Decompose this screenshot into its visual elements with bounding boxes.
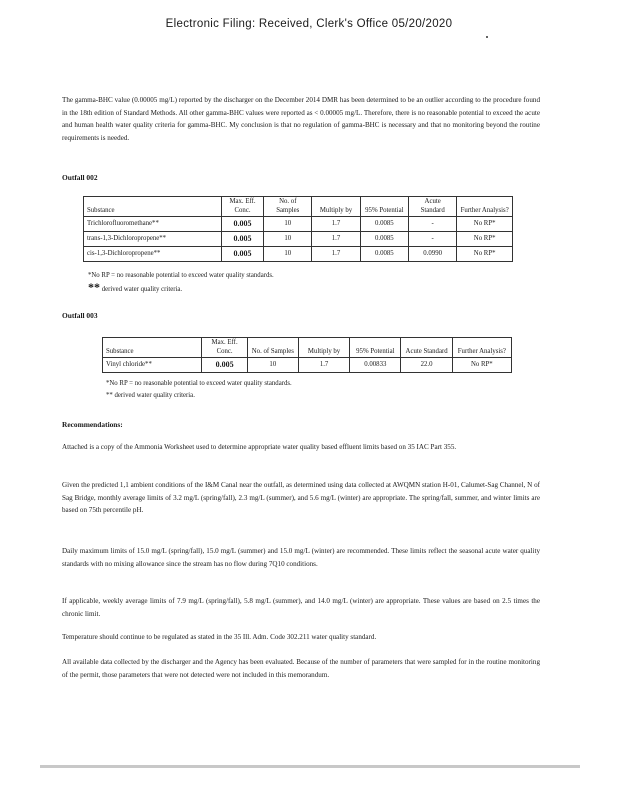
cell-max-eff-conc: 0.005 <box>221 247 263 262</box>
col-max-eff-conc: Max. Eff. Conc. <box>221 197 263 217</box>
cell-multiply-by: 1.7 <box>312 217 360 232</box>
cell-further-analysis: No RP* <box>457 232 513 247</box>
cell-further-analysis: No RP* <box>457 247 513 262</box>
cell-multiply-by: 1.7 <box>312 247 360 262</box>
cell-max-eff-conc: 0.005 <box>221 217 263 232</box>
outfall-003-note-derived: ** derived water quality criteria. <box>106 392 195 399</box>
outfall-002-note-rp: *No RP = no reasonable potential to exceed water quality standards. <box>88 272 274 279</box>
cell-acute-standard: - <box>408 217 456 232</box>
rec-paragraph-temperature: Temperature should continue to be regulated as stated in the 35 Ill. Adm. Code 302.211 water quality standard. <box>62 633 377 641</box>
cell-acute-standard: 22.0 <box>401 358 452 373</box>
rec-paragraph-data-evaluation: All available data collected by the discharger and the Agency has been evaluated. Because of the number of parameters that were sampled for in the routine monitoring of the permit, those parameters that were not detected were not included in this memorandum. <box>62 658 540 679</box>
col-multiply-by: Multiply by <box>312 197 360 217</box>
page-bottom-rule <box>40 765 580 768</box>
col-95-potential: 95% Potential <box>350 338 401 358</box>
cell-95-potential: 0.00833 <box>350 358 401 373</box>
rec-paragraph-weekly-limits: If applicable, weekly average limits of 7.9 mg/L (spring/fall), 5.8 mg/L (summer), and 14.0 mg/L (winter) are appropriate. These values are based on 2.5 times the chronic limit. <box>62 597 540 618</box>
col-no-samples: No. of Samples <box>264 197 312 217</box>
table-row <box>103 358 512 373</box>
cell-max-eff-conc: 0.005 <box>221 232 263 247</box>
outfall-002-note-derived-text: derived water quality criteria. <box>101 286 183 293</box>
cell-max-eff-conc: 0.005 <box>202 358 247 373</box>
cell-95-potential: 0.0085 <box>360 232 408 247</box>
double-asterisk: ** <box>88 280 100 294</box>
outfall-003-note-rp: *No RP = no reasonable potential to exceed water quality standards. <box>106 380 292 387</box>
col-max-eff-conc: Max. Eff. Conc. <box>202 338 247 358</box>
cell-substance: Trichlorofluoromethane** <box>84 217 222 232</box>
outfall-003-table <box>102 337 512 373</box>
col-further-analysis: Further Analysis? <box>452 338 511 358</box>
table-row <box>84 217 513 232</box>
outfall-002-note-derived <box>88 280 183 295</box>
outfall-002-heading: Outfall 002 <box>62 173 98 182</box>
cell-multiply-by: 1.7 <box>312 232 360 247</box>
col-substance: Substance <box>84 197 222 217</box>
header-filing-stamp: Electronic Filing: Received, Clerk's Office 05/20/2020 <box>165 18 453 30</box>
table-row <box>84 232 513 247</box>
cell-95-potential: 0.0085 <box>360 217 408 232</box>
cell-further-analysis: No RP* <box>457 217 513 232</box>
col-further-analysis: Further Analysis? <box>457 197 513 217</box>
cell-further-analysis: No RP* <box>452 358 511 373</box>
cell-no-samples: 10 <box>264 232 312 247</box>
outfall-003-heading: Outfall 003 <box>62 311 98 320</box>
rec-paragraph-ammonia-worksheet: Attached is a copy of the Ammonia Worksheet used to determine appropriate water quality based effluent limits based on 35 IAC Part 355. <box>62 443 457 451</box>
outfall-002-table <box>83 196 513 262</box>
cell-no-samples: 10 <box>264 217 312 232</box>
cell-no-samples: 10 <box>264 247 312 262</box>
table-row <box>84 247 513 262</box>
rec-paragraph-monthly-limits: Given the predicted 1,1 ambient conditions of the I&M Canal near the outfall, as determined using data collected at AWQMN station H-01, Calumet-Sag Channel, N of Sag Bridge, monthly average limits of 3.2 mg/L (spring/fall), 2.3 mg/L (summer), and 5.6 mg/L (winter) are appropriate. The spring/fall, summer, and winter limits are based on 75th percentile pH. <box>62 481 540 514</box>
col-no-samples: No. of Samples <box>247 338 298 358</box>
col-acute-standard: Acute Standard <box>401 338 452 358</box>
col-multiply-by: Multiply by <box>298 338 349 358</box>
intro-paragraph: The gamma-BHC value (0.00005 mg/L) reported by the discharger on the December 2014 DMR has been determined to be an outlier according to the procedure found in the 18th edition of Standard Methods. All other gamma-BHC values were reported as < 0.00005 mg/L. Therefore, there is no reasonable potential to exceed the acute and human health water quality criteria for gamma-BHC. My conclusion is that no regulation of gamma-BHC is necessary and that no monitoring beyond the routine requirements is needed. <box>62 96 540 142</box>
cell-95-potential: 0.0085 <box>360 247 408 262</box>
cell-substance: cis-1,3-Dichloropropene** <box>84 247 222 262</box>
scan-speck <box>486 36 488 38</box>
rec-paragraph-daily-limits: Daily maximum limits of 15.0 mg/L (spring/fall), 15.0 mg/L (summer) and 15.0 mg/L (winter) are recommended. These limits reflect the seasonal acute water quality standards with no mixing allowance since the stream has no flow during 7Q10 conditions. <box>62 547 540 568</box>
recommendations-heading: Recommendations: <box>62 420 123 429</box>
cell-multiply-by: 1.7 <box>298 358 349 373</box>
col-acute-standard: Acute Standard <box>408 197 456 217</box>
cell-substance: Vinyl chloride** <box>103 358 202 373</box>
col-substance: Substance <box>103 338 202 358</box>
cell-acute-standard: 0.0990 <box>408 247 456 262</box>
cell-acute-standard: - <box>408 232 456 247</box>
col-95-potential: 95% Potential <box>360 197 408 217</box>
cell-substance: trans-1,3-Dichloropropene** <box>84 232 222 247</box>
cell-no-samples: 10 <box>247 358 298 373</box>
